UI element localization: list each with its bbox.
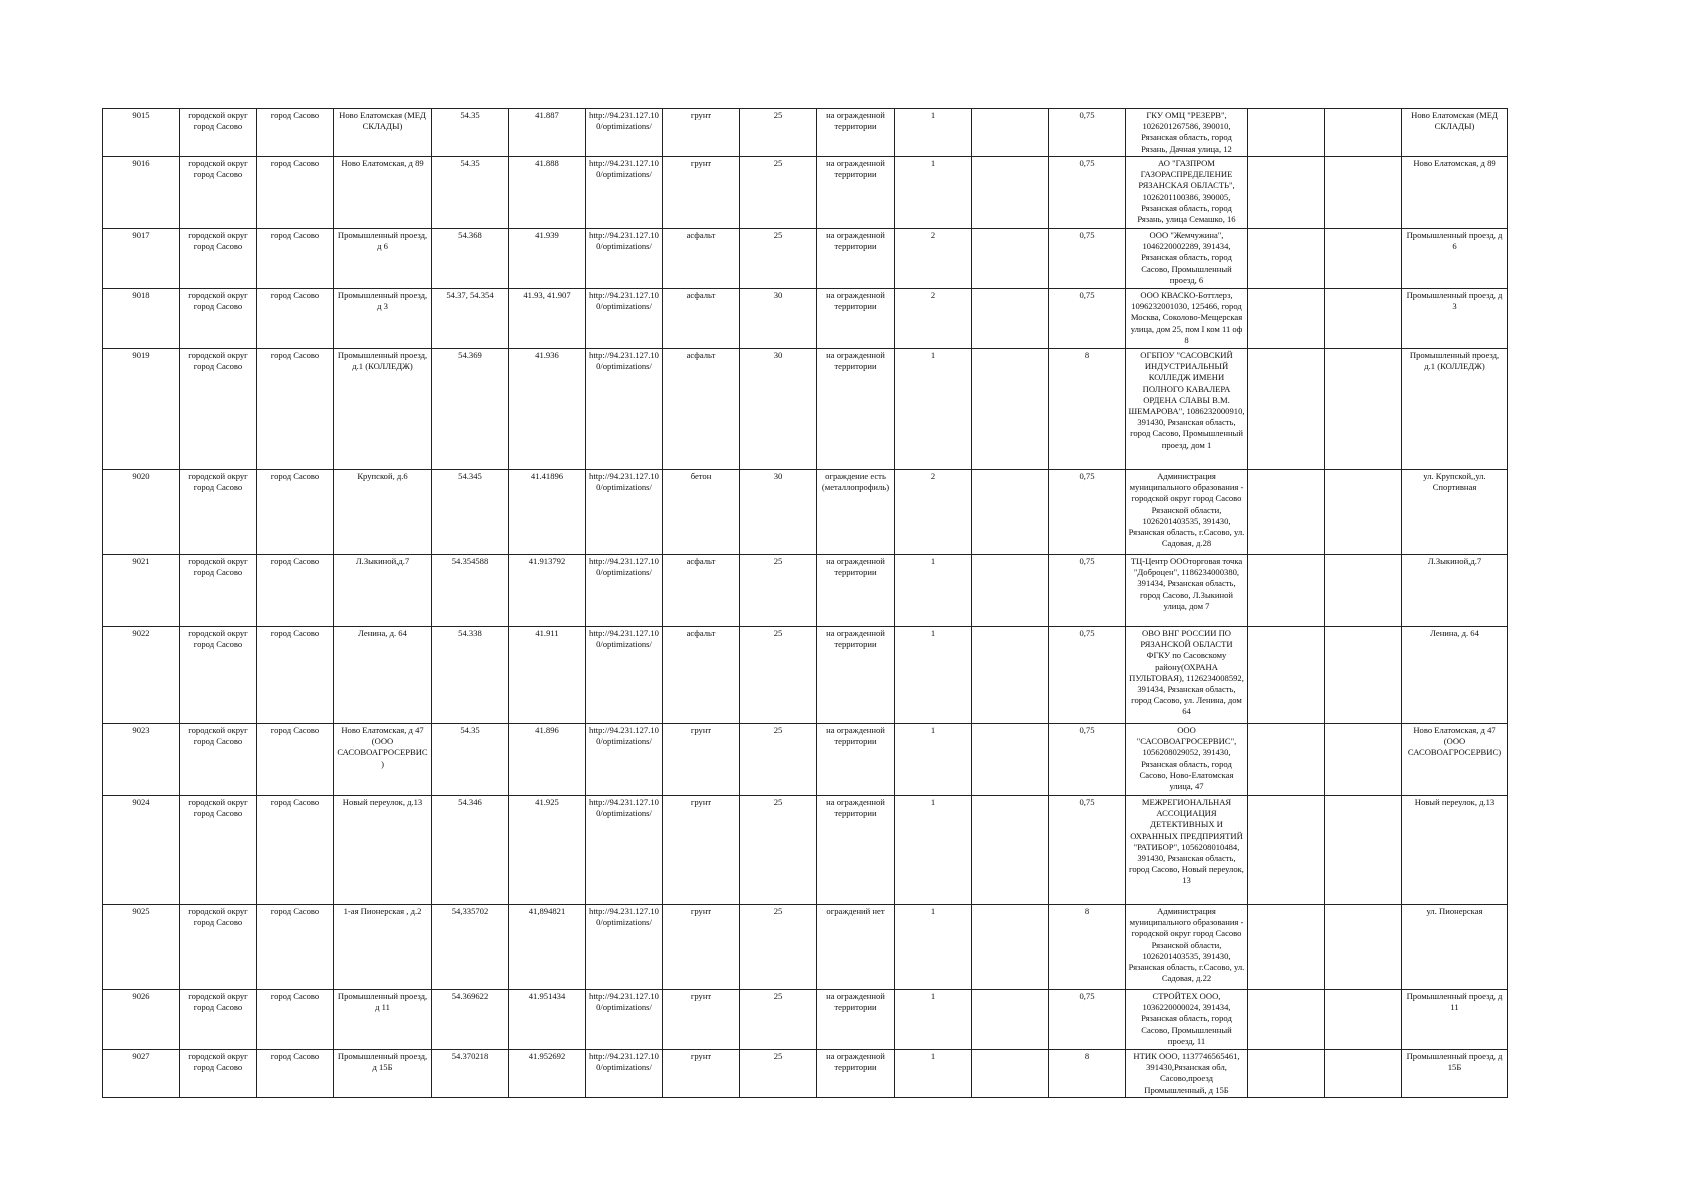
table-row bbox=[103, 109, 1508, 157]
latitude-cell: 54,335702 bbox=[432, 905, 509, 990]
fencing-cell: на огражденной территории bbox=[817, 990, 895, 1050]
longitude-cell: 41.887 bbox=[509, 109, 586, 157]
city-cell: город Сасово bbox=[257, 796, 334, 905]
owner-cell: ООО "САСОВОАГРОСЕРВИС", 1056208029052, 391430, Рязанская область, город Сасово, Ново-Елатомская улица, 47 bbox=[1126, 724, 1248, 796]
district-cell: городской округ город Сасово bbox=[180, 796, 257, 905]
surface-cell: асфальт bbox=[663, 349, 740, 470]
row-number: 9015 bbox=[103, 109, 180, 157]
address-cell: Промышленный проезд, д 3 bbox=[334, 289, 432, 349]
table-row bbox=[103, 470, 1508, 555]
area-cell: 30 bbox=[740, 470, 817, 555]
map-link-cell[interactable]: http://94.231.127.100/optimizations/ bbox=[586, 289, 663, 349]
owner-cell: АО "ГАЗПРОМ ГАЗОРАСПРЕДЕЛЕНИЕ РЯЗАНСКАЯ ОБЛАСТЬ", 1026201100386, 390005, Рязанская область, город Рязань, улица Семашко, 16 bbox=[1126, 157, 1248, 229]
table-row bbox=[103, 724, 1508, 796]
table-row bbox=[103, 555, 1508, 627]
container-count-cell: 1 bbox=[895, 349, 972, 470]
empty-cell bbox=[1325, 627, 1402, 724]
owner-cell: Администрация муниципального образования - городской округ город Сасово Рязанской области, 1026201403535, 391430, Рязанская область, г.Сасово, ул. Садовая, д.28 bbox=[1126, 470, 1248, 555]
empty-cell bbox=[1325, 796, 1402, 905]
row-number: 9016 bbox=[103, 157, 180, 229]
district-cell: городской округ город Сасово bbox=[180, 627, 257, 724]
empty-cell bbox=[972, 470, 1049, 555]
row-number: 9019 bbox=[103, 349, 180, 470]
fencing-cell: на огражденной территории bbox=[817, 349, 895, 470]
fencing-cell: на огражденной территории bbox=[817, 627, 895, 724]
longitude-cell: 41.939 bbox=[509, 229, 586, 289]
container-count-cell: 1 bbox=[895, 109, 972, 157]
area-cell: 25 bbox=[740, 555, 817, 627]
empty-cell bbox=[972, 796, 1049, 905]
surface-cell: асфальт bbox=[663, 289, 740, 349]
empty-cell bbox=[1248, 796, 1325, 905]
city-cell: город Сасово bbox=[257, 229, 334, 289]
map-link-cell[interactable]: http://94.231.127.100/optimizations/ bbox=[586, 109, 663, 157]
longitude-cell: 41.925 bbox=[509, 796, 586, 905]
map-link-cell[interactable]: http://94.231.127.100/optimizations/ bbox=[586, 905, 663, 990]
empty-cell bbox=[972, 1050, 1049, 1098]
address-cell: Промышленный проезд, д.1 (КОЛЛЕДЖ) bbox=[334, 349, 432, 470]
empty-cell bbox=[1248, 349, 1325, 470]
container-volume-cell: 0,75 bbox=[1049, 990, 1126, 1050]
city-cell: город Сасово bbox=[257, 470, 334, 555]
container-volume-cell: 8 bbox=[1049, 905, 1126, 990]
empty-cell bbox=[1325, 724, 1402, 796]
container-volume-cell: 0,75 bbox=[1049, 470, 1126, 555]
row-number: 9017 bbox=[103, 229, 180, 289]
longitude-cell: 41.888 bbox=[509, 157, 586, 229]
surface-cell: асфальт bbox=[663, 555, 740, 627]
city-cell: город Сасово bbox=[257, 627, 334, 724]
district-cell: городской округ город Сасово bbox=[180, 229, 257, 289]
owner-cell: ООО КВАСКО-Боттлерз, 1096232001030, 125466, город Москва, Соколово-Мещерская улица, дом 25, пом I ком 11 оф 8 bbox=[1126, 289, 1248, 349]
empty-cell bbox=[1248, 109, 1325, 157]
latitude-cell: 54.345 bbox=[432, 470, 509, 555]
latitude-cell: 54.369622 bbox=[432, 990, 509, 1050]
surface-cell: грунт bbox=[663, 724, 740, 796]
fencing-cell: на огражденной территории bbox=[817, 109, 895, 157]
owner-cell: ОВО ВНГ РОССИИ ПО РЯЗАНСКОЙ ОБЛАСТИ ФГКУ по Сасовскому району(ОХРАНА ПУЛЬТОВАЯ), 1126234008592, 391434, Рязанская область, город Сасово, ул. Ленина, дом 64 bbox=[1126, 627, 1248, 724]
district-cell: городской округ город Сасово bbox=[180, 724, 257, 796]
empty-cell bbox=[972, 905, 1049, 990]
map-link-cell[interactable]: http://94.231.127.100/optimizations/ bbox=[586, 229, 663, 289]
waste-sites-table bbox=[102, 108, 1508, 1098]
surface-cell: грунт bbox=[663, 796, 740, 905]
latitude-cell: 54.354588 bbox=[432, 555, 509, 627]
row-number: 9026 bbox=[103, 990, 180, 1050]
map-link-cell[interactable]: http://94.231.127.100/optimizations/ bbox=[586, 470, 663, 555]
address-cell: 1-ая Пионерская , д.2 bbox=[334, 905, 432, 990]
longitude-cell: 41.952692 bbox=[509, 1050, 586, 1098]
table-row bbox=[103, 627, 1508, 724]
city-cell: город Сасово bbox=[257, 990, 334, 1050]
city-cell: город Сасово bbox=[257, 555, 334, 627]
longitude-cell: 41.913792 bbox=[509, 555, 586, 627]
empty-cell bbox=[1325, 229, 1402, 289]
latitude-cell: 54.369 bbox=[432, 349, 509, 470]
surface-cell: грунт bbox=[663, 109, 740, 157]
container-count-cell: 1 bbox=[895, 627, 972, 724]
container-volume-cell: 0,75 bbox=[1049, 289, 1126, 349]
fencing-cell: на огражденной территории bbox=[817, 724, 895, 796]
fencing-cell: на огражденной территории bbox=[817, 1050, 895, 1098]
empty-cell bbox=[1325, 470, 1402, 555]
longitude-cell: 41.93, 41.907 bbox=[509, 289, 586, 349]
container-volume-cell: 0,75 bbox=[1049, 555, 1126, 627]
waste-source-cell: Промышленный проезд, д 11 bbox=[1402, 990, 1508, 1050]
container-volume-cell: 0,75 bbox=[1049, 627, 1126, 724]
fencing-cell: ограждений нет bbox=[817, 905, 895, 990]
container-count-cell: 2 bbox=[895, 289, 972, 349]
city-cell: город Сасово bbox=[257, 157, 334, 229]
address-cell: Ново Елатомская, д 89 bbox=[334, 157, 432, 229]
row-number: 9025 bbox=[103, 905, 180, 990]
table-row bbox=[103, 157, 1508, 229]
address-cell: Ново Елатомская, д 47 (ООО САСОВОАГРОСЕРВИС) bbox=[334, 724, 432, 796]
district-cell: городской округ город Сасово bbox=[180, 349, 257, 470]
map-link-cell[interactable]: http://94.231.127.100/optimizations/ bbox=[586, 990, 663, 1050]
address-cell: Ленина, д. 64 bbox=[334, 627, 432, 724]
owner-cell: ООО "Жемчужина", 1046220002289, 391434, Рязанская область, город Сасово, Промышленный проезд, 6 bbox=[1126, 229, 1248, 289]
district-cell: городской округ город Сасово bbox=[180, 109, 257, 157]
row-number: 9021 bbox=[103, 555, 180, 627]
map-link-cell[interactable]: http://94.231.127.100/optimizations/ bbox=[586, 1050, 663, 1098]
waste-source-cell: Промышленный проезд, д.1 (КОЛЛЕДЖ) bbox=[1402, 349, 1508, 470]
latitude-cell: 54.35 bbox=[432, 724, 509, 796]
latitude-cell: 54.35 bbox=[432, 157, 509, 229]
map-link-cell[interactable]: http://94.231.127.100/optimizations/ bbox=[586, 724, 663, 796]
registry-page bbox=[102, 108, 1508, 1098]
container-count-cell: 1 bbox=[895, 905, 972, 990]
table-row bbox=[103, 1050, 1508, 1098]
table-row bbox=[103, 229, 1508, 289]
table-row bbox=[103, 796, 1508, 905]
surface-cell: грунт bbox=[663, 905, 740, 990]
waste-source-cell: Л.Зыкиной,д.7 bbox=[1402, 555, 1508, 627]
address-cell: Крупской, д.6 bbox=[334, 470, 432, 555]
container-volume-cell: 0,75 bbox=[1049, 796, 1126, 905]
container-volume-cell: 0,75 bbox=[1049, 109, 1126, 157]
container-volume-cell: 0,75 bbox=[1049, 724, 1126, 796]
surface-cell: грунт bbox=[663, 1050, 740, 1098]
waste-source-cell: Ново Елатомская, д 47 (ООО САСОВОАГРОСЕРВИС) bbox=[1402, 724, 1508, 796]
latitude-cell: 54.37, 54.354 bbox=[432, 289, 509, 349]
waste-source-cell: Промышленный проезд, д 15Б bbox=[1402, 1050, 1508, 1098]
owner-cell: СТРОЙТЕХ ООО, 1036220000024, 391434, Рязанская область, город Сасово, Промышленный проезд, 11 bbox=[1126, 990, 1248, 1050]
container-volume-cell: 8 bbox=[1049, 1050, 1126, 1098]
container-volume-cell: 8 bbox=[1049, 349, 1126, 470]
area-cell: 25 bbox=[740, 157, 817, 229]
empty-cell bbox=[1248, 229, 1325, 289]
longitude-cell: 41,894821 bbox=[509, 905, 586, 990]
area-cell: 25 bbox=[740, 990, 817, 1050]
empty-cell bbox=[972, 157, 1049, 229]
address-cell: Л.Зыкиной,д.7 bbox=[334, 555, 432, 627]
address-cell: Ново Елатомская (МЕД СКЛАДЫ) bbox=[334, 109, 432, 157]
district-cell: городской округ город Сасово bbox=[180, 1050, 257, 1098]
map-link-cell[interactable]: http://94.231.127.100/optimizations/ bbox=[586, 349, 663, 470]
empty-cell bbox=[1248, 905, 1325, 990]
owner-cell: МЕЖРЕГИОНАЛЬНАЯ АССОЦИАЦИЯ ДЕТЕКТИВНЫХ И ОХРАННЫХ ПРЕДПРИЯТИЙ "РАТИБОР", 1056208010484, 391430, Рязанская область, город Сасово, Новый переулок, 13 bbox=[1126, 796, 1248, 905]
district-cell: городской округ город Сасово bbox=[180, 289, 257, 349]
empty-cell bbox=[1325, 289, 1402, 349]
waste-source-cell: ул. Пионерская bbox=[1402, 905, 1508, 990]
owner-cell: Администрация муниципального образования - городской округ город Сасово Рязанской области, 1026201403535, 391430, Рязанская область, г.Сасово, ул. Садовая, д.22 bbox=[1126, 905, 1248, 990]
empty-cell bbox=[972, 109, 1049, 157]
area-cell: 25 bbox=[740, 627, 817, 724]
address-cell: Новый переулок, д.13 bbox=[334, 796, 432, 905]
latitude-cell: 54.35 bbox=[432, 109, 509, 157]
empty-cell bbox=[972, 627, 1049, 724]
waste-source-cell: ул. Крупской,,ул. Спортивная bbox=[1402, 470, 1508, 555]
empty-cell bbox=[1248, 990, 1325, 1050]
longitude-cell: 41.936 bbox=[509, 349, 586, 470]
container-volume-cell: 0,75 bbox=[1049, 157, 1126, 229]
area-cell: 30 bbox=[740, 349, 817, 470]
longitude-cell: 41.896 bbox=[509, 724, 586, 796]
empty-cell bbox=[972, 289, 1049, 349]
map-link-cell[interactable]: http://94.231.127.100/optimizations/ bbox=[586, 627, 663, 724]
container-count-cell: 2 bbox=[895, 470, 972, 555]
city-cell: город Сасово bbox=[257, 724, 334, 796]
empty-cell bbox=[1248, 157, 1325, 229]
waste-source-cell: Ново Елатомская, д 89 bbox=[1402, 157, 1508, 229]
area-cell: 30 bbox=[740, 289, 817, 349]
container-volume-cell: 0,75 bbox=[1049, 229, 1126, 289]
area-cell: 25 bbox=[740, 109, 817, 157]
table-row bbox=[103, 349, 1508, 470]
district-cell: городской округ город Сасово bbox=[180, 555, 257, 627]
container-count-cell: 1 bbox=[895, 157, 972, 229]
address-cell: Промышленный проезд, д 11 bbox=[334, 990, 432, 1050]
city-cell: город Сасово bbox=[257, 349, 334, 470]
area-cell: 25 bbox=[740, 796, 817, 905]
empty-cell bbox=[1248, 627, 1325, 724]
table-row bbox=[103, 905, 1508, 990]
address-cell: Промышленный проезд, д 15Б bbox=[334, 1050, 432, 1098]
surface-cell: бетон bbox=[663, 470, 740, 555]
area-cell: 25 bbox=[740, 1050, 817, 1098]
empty-cell bbox=[1325, 555, 1402, 627]
waste-source-cell: Ново Елатомская (МЕД СКЛАДЫ) bbox=[1402, 109, 1508, 157]
row-number: 9020 bbox=[103, 470, 180, 555]
row-number: 9023 bbox=[103, 724, 180, 796]
table-row bbox=[103, 289, 1508, 349]
owner-cell: ОГБПОУ "САСОВСКИЙ ИНДУСТРИАЛЬНЫЙ КОЛЛЕДЖ ИМЕНИ ПОЛНОГО КАВАЛЕРА ОРДЕНА СЛАВЫ В.М. ШЕМАРОВА", 1086232000910, 391430, Рязанская область, город Сасово, Промышленный проезд, дом 1 bbox=[1126, 349, 1248, 470]
container-count-cell: 1 bbox=[895, 724, 972, 796]
waste-source-cell: Промышленный проезд, д 6 bbox=[1402, 229, 1508, 289]
row-number: 9024 bbox=[103, 796, 180, 905]
surface-cell: асфальт bbox=[663, 627, 740, 724]
container-count-cell: 1 bbox=[895, 796, 972, 905]
fencing-cell: ограждение есть (металлопрофиль) bbox=[817, 470, 895, 555]
latitude-cell: 54.346 bbox=[432, 796, 509, 905]
container-count-cell: 1 bbox=[895, 990, 972, 1050]
area-cell: 25 bbox=[740, 724, 817, 796]
district-cell: городской округ город Сасово bbox=[180, 157, 257, 229]
empty-cell bbox=[1325, 905, 1402, 990]
owner-cell: ГКУ ОМЦ "РЕЗЕРВ", 1026201267586, 390010, Рязанская область, город Рязань, Дачная улица, 12 bbox=[1126, 109, 1248, 157]
latitude-cell: 54.338 bbox=[432, 627, 509, 724]
empty-cell bbox=[1248, 289, 1325, 349]
map-link-cell[interactable]: http://94.231.127.100/optimizations/ bbox=[586, 796, 663, 905]
empty-cell bbox=[1248, 724, 1325, 796]
fencing-cell: на огражденной территории bbox=[817, 289, 895, 349]
city-cell: город Сасово bbox=[257, 109, 334, 157]
container-count-cell: 1 bbox=[895, 555, 972, 627]
owner-cell: ТЦ-Центр ОООторговая точка "Доброцен", 1186234000380, 391434, Рязанская область, город Сасово, Л.Зыкиной улица, дом 7 bbox=[1126, 555, 1248, 627]
fencing-cell: на огражденной территории bbox=[817, 157, 895, 229]
latitude-cell: 54.368 bbox=[432, 229, 509, 289]
empty-cell bbox=[1325, 349, 1402, 470]
longitude-cell: 41.951434 bbox=[509, 990, 586, 1050]
city-cell: город Сасово bbox=[257, 905, 334, 990]
area-cell: 25 bbox=[740, 229, 817, 289]
fencing-cell: на огражденной территории bbox=[817, 555, 895, 627]
fencing-cell: на огражденной территории bbox=[817, 229, 895, 289]
empty-cell bbox=[1325, 157, 1402, 229]
empty-cell bbox=[972, 229, 1049, 289]
waste-source-cell: Новый переулок, д.13 bbox=[1402, 796, 1508, 905]
longitude-cell: 41.911 bbox=[509, 627, 586, 724]
surface-cell: асфальт bbox=[663, 229, 740, 289]
empty-cell bbox=[1325, 990, 1402, 1050]
empty-cell bbox=[1248, 1050, 1325, 1098]
owner-cell: НТИК ООО, 1137746565461, 391430,Рязанская обл, Сасово,проезд Промышленный, д 15Б bbox=[1126, 1050, 1248, 1098]
container-count-cell: 2 bbox=[895, 229, 972, 289]
longitude-cell: 41.41896 bbox=[509, 470, 586, 555]
surface-cell: грунт bbox=[663, 157, 740, 229]
empty-cell bbox=[1248, 470, 1325, 555]
row-number: 9022 bbox=[103, 627, 180, 724]
latitude-cell: 54.370218 bbox=[432, 1050, 509, 1098]
table-body bbox=[103, 109, 1508, 1098]
area-cell: 25 bbox=[740, 905, 817, 990]
map-link-cell[interactable]: http://94.231.127.100/optimizations/ bbox=[586, 555, 663, 627]
empty-cell bbox=[972, 349, 1049, 470]
table-row bbox=[103, 990, 1508, 1050]
row-number: 9027 bbox=[103, 1050, 180, 1098]
surface-cell: грунт bbox=[663, 990, 740, 1050]
empty-cell bbox=[1325, 1050, 1402, 1098]
district-cell: городской округ город Сасово bbox=[180, 990, 257, 1050]
district-cell: городской округ город Сасово bbox=[180, 905, 257, 990]
fencing-cell: на огражденной территории bbox=[817, 796, 895, 905]
district-cell: городской округ город Сасово bbox=[180, 470, 257, 555]
row-number: 9018 bbox=[103, 289, 180, 349]
empty-cell bbox=[1325, 109, 1402, 157]
empty-cell bbox=[972, 555, 1049, 627]
waste-source-cell: Ленина, д. 64 bbox=[1402, 627, 1508, 724]
map-link-cell[interactable]: http://94.231.127.100/optimizations/ bbox=[586, 157, 663, 229]
city-cell: город Сасово bbox=[257, 1050, 334, 1098]
waste-source-cell: Промышленный проезд, д 3 bbox=[1402, 289, 1508, 349]
empty-cell bbox=[1248, 555, 1325, 627]
address-cell: Промышленный проезд, д 6 bbox=[334, 229, 432, 289]
city-cell: город Сасово bbox=[257, 289, 334, 349]
empty-cell bbox=[972, 990, 1049, 1050]
empty-cell bbox=[972, 724, 1049, 796]
container-count-cell: 1 bbox=[895, 1050, 972, 1098]
